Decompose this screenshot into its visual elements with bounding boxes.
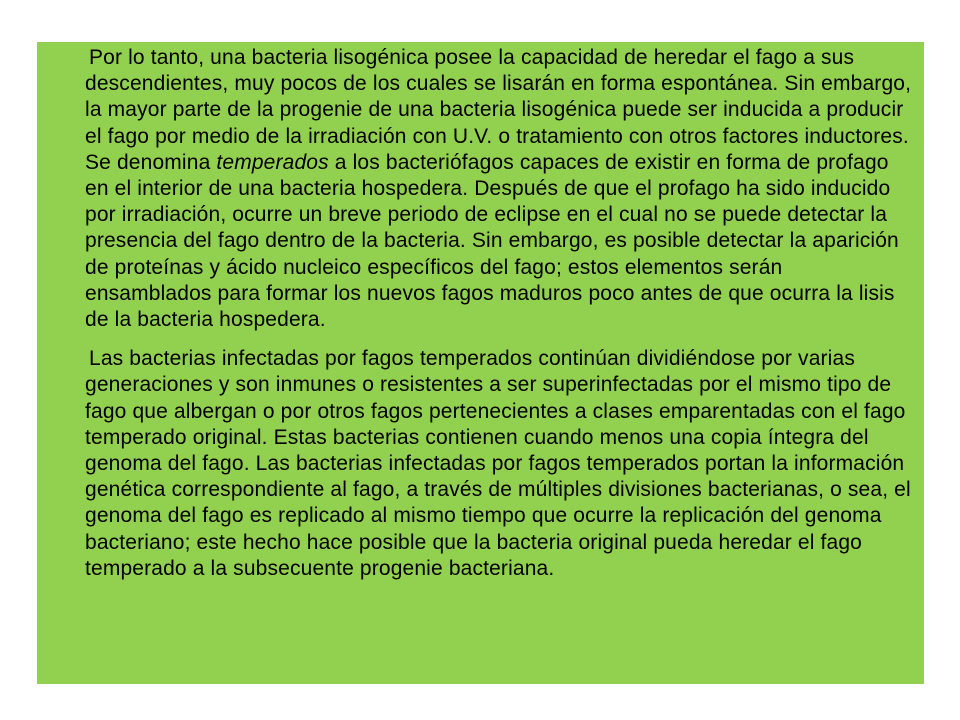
emphasis-temperados: temperados <box>216 150 329 174</box>
paragraph-infected-bacteria: Las bacterias infectadas por fagos temperados continúan dividiéndose por varias generaciones y son inmunes o resistentes a ser superinfectadas por el mismo tipo de fago que albergan o por otros fagos pertenecientes a clases emparentadas con el fago temperado original. Estas bacterias contienen cuando menos una copia íntegra del genoma del fago. Las bacterias infectadas por fagos temperados portan la información genética correspondiente al fago, a través de múltiples divisiones bacterianas, o sea, el genoma del fago es replicado al mismo tiempo que ocurre la replicación del genoma bacteriano; este hecho hace posible que la bacteria original pueda heredar el fago temperado a la subsecuente progenie bacteriana. <box>85 347 911 580</box>
paragraph-1-text-end: a los bacteriófagos capaces de existir en forma de profago en el interior de una bacteria hospedera. Después de que el profago ha sido inducido por irradiación, ocurre un breve periodo de eclipse en el cual no se puede detectar la presencia del fago dentro de la bacteria. Sin embargo, es posible detectar la aparición de proteínas y ácido nucleico específicos del fago; estos elementos serán ensamblados para formar los nuevos fagos maduros poco antes de que ocurra la lisis de la bacteria hospedera. <box>85 150 899 332</box>
text-panel <box>37 42 924 684</box>
paragraph-lysogenic-bacteria <box>85 45 912 333</box>
paragraph-1-text-start: Por lo tanto, una bacteria lisogénica posee la capacidad de heredar el fago a sus descendientes, muy pocos de los cuales se lisarán en forma espontánea. Sin embargo, la mayor parte de la progenie de una bacteria lisogénica puede ser inducida a producir el fago por medio de la irradiación con U.V. o tratamiento con otros factores inductores. Se denomina <box>85 46 912 174</box>
